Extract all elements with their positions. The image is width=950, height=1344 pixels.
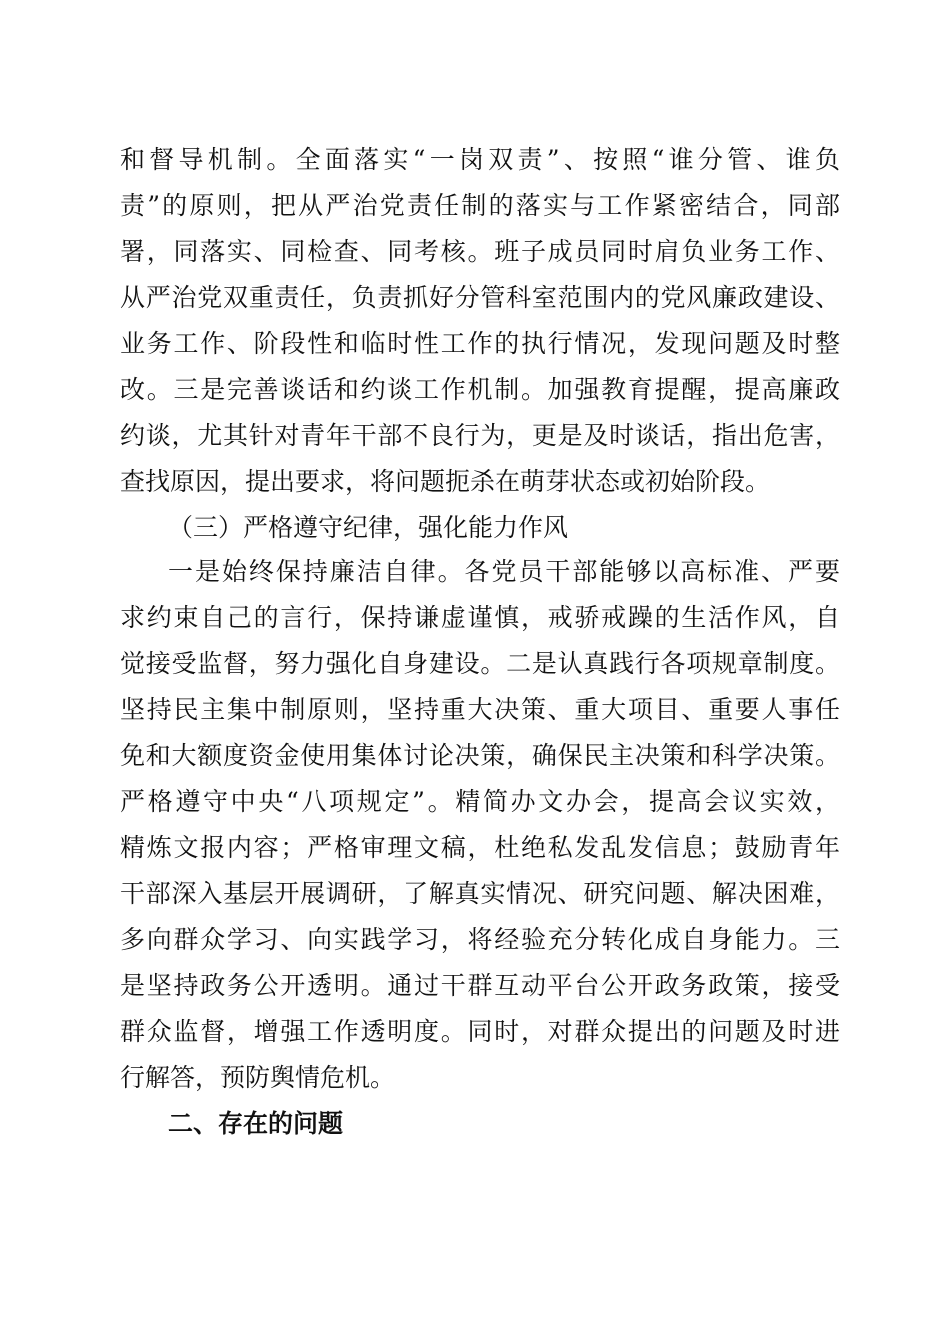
body-text-line: 约谈，尤其针对青年干部不良行为，更是及时谈话，指出危害，	[120, 421, 840, 450]
body-text-line: 求约束自己的言行，保持谦虚谨慎，戒骄戒躁的生活作风，自	[120, 603, 840, 632]
body-text-line: 干部深入基层开展调研，了解真实情况、研究问题、解决困难，	[120, 879, 840, 908]
body-text-line: 精炼文报内容；严格审理文稿，杜绝私发乱发信息；鼓励青年	[120, 833, 840, 862]
body-text-line: 查找原因，提出要求，将问题扼杀在萌芽状态或初始阶段。	[120, 467, 771, 496]
body-text-line: 行解答，预防舆情危机。	[120, 1063, 396, 1092]
body-text-line: 是坚持政务公开透明。通过干群互动平台公开政务政策，接受	[120, 971, 840, 1000]
body-text-line: 免和大额度资金使用集体讨论决策，确保民主决策和科学决策。	[120, 741, 840, 770]
body-text-line: 群众监督，增强工作透明度。同时，对群众提出的问题及时进	[120, 1017, 840, 1046]
body-text-line: 觉接受监督，努力强化自身建设。二是认真践行各项规章制度。	[120, 649, 840, 678]
body-text-line: 从严治党双重责任，负责抓好分管科室范围内的党风廉政建设、	[120, 283, 840, 312]
body-text-line: 多向群众学习、向实践学习，将经验充分转化成自身能力。三	[120, 925, 840, 954]
body-text-line: 改。三是完善谈话和约谈工作机制。加强教育提醒，提高廉政	[120, 375, 840, 404]
body-text-line: 一是始终保持廉洁自律。各党员干部能够以高标准、严要	[168, 557, 840, 586]
body-text-line: 坚持民主集中制原则，坚持重大决策、重大项目、重要人事任	[120, 695, 840, 724]
section-heading: 二、存在的问题	[168, 1109, 344, 1138]
body-text-line: 署，同落实、同检查、同考核。班子成员同时肩负业务工作、	[120, 237, 840, 266]
subsection-heading: （三）严格遵守纪律，强化能力作风	[168, 513, 569, 542]
body-text-line: 严格遵守中央“八项规定”。精简办文办会，提高会议实效，	[120, 787, 840, 816]
body-text-line: 责”的原则，把从严治党责任制的落实与工作紧密结合，同部	[120, 191, 840, 220]
body-text-line: 业务工作、阶段性和临时性工作的执行情况，发现问题及时整	[120, 329, 840, 358]
body-text-line: 和督导机制。全面落实“一岗双责”、按照“谁分管、谁负	[120, 145, 840, 174]
